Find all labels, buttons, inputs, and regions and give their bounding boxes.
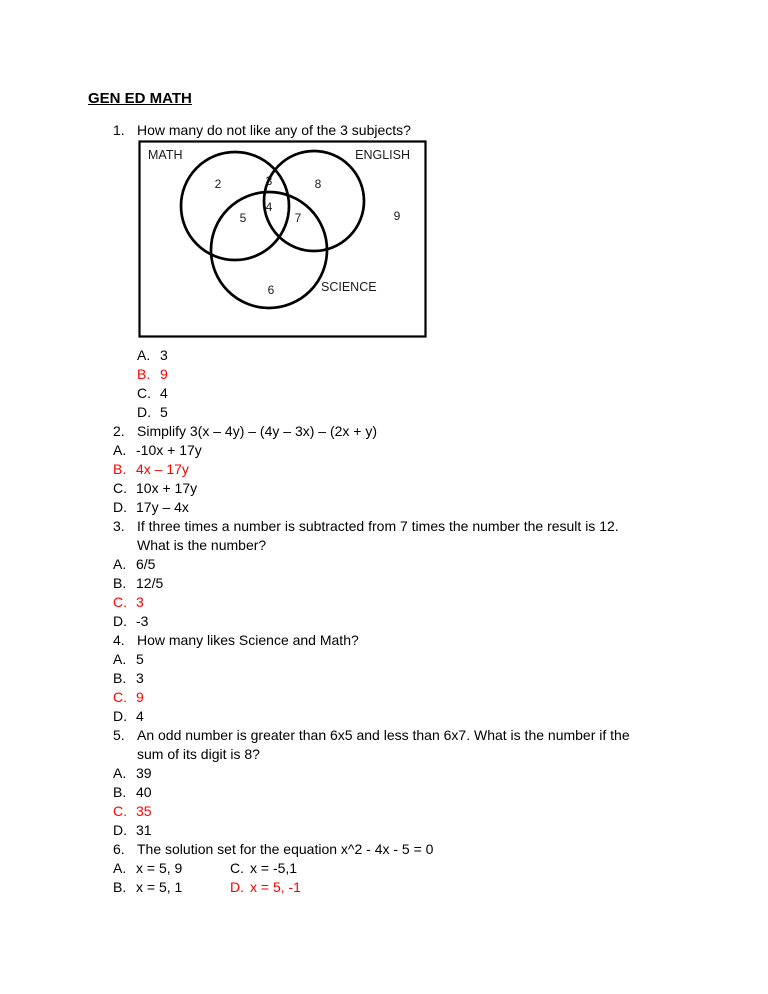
- q5-option-d: [0, 821, 768, 840]
- option-text: 12/5: [136, 575, 164, 591]
- q3-option-a: [0, 555, 768, 574]
- english-set-label: ENGLISH: [355, 148, 410, 162]
- q2-option-a: [0, 441, 768, 460]
- count-none: 9: [393, 209, 401, 223]
- q2-option-b: [0, 460, 768, 479]
- question-5-text: An odd number is greater than 6x5 and less than 6x7. What is the number if the sum of its digit is 8?: [137, 727, 630, 762]
- option-label: D.: [230, 879, 244, 895]
- count-science-only: 6: [267, 283, 275, 297]
- option-text: 10x + 17y: [136, 480, 198, 496]
- q2-option-d: [0, 498, 768, 517]
- option-label: B.: [113, 575, 127, 591]
- q6-option-c: [230, 859, 297, 878]
- count-math-only: 2: [214, 177, 222, 191]
- question-3-text: If three times a number is subtracted from 7 times the number the result is 12. What is the number?: [137, 518, 619, 553]
- q4-option-c: [0, 688, 768, 707]
- option-text: 3: [136, 594, 144, 610]
- option-label: B.: [113, 461, 127, 477]
- option-text: 39: [136, 765, 152, 781]
- option-text: 31: [136, 822, 152, 838]
- option-text: 9: [160, 366, 168, 382]
- q4-option-b: [0, 669, 768, 688]
- english-circle: [264, 151, 364, 251]
- option-text: x = 5, 1: [136, 879, 183, 895]
- option-label: D.: [113, 613, 127, 629]
- option-label: D.: [113, 499, 127, 515]
- option-text: 4: [160, 385, 168, 401]
- option-text: 3: [160, 347, 168, 363]
- option-label: C.: [230, 860, 244, 876]
- q4-option-d: [0, 707, 768, 726]
- question-4-text: How many likes Science and Math?: [137, 632, 359, 648]
- question-2: [0, 422, 768, 441]
- venn-diagram-svg: [138, 140, 427, 338]
- question-3: [0, 517, 768, 555]
- option-label: C.: [113, 689, 127, 705]
- math-set-label: MATH: [148, 148, 183, 162]
- option-text: 6/5: [136, 556, 156, 572]
- option-text: 3: [136, 670, 144, 686]
- option-label: A.: [113, 442, 127, 458]
- option-text: 5: [136, 651, 144, 667]
- count-math-science: 5: [239, 211, 247, 225]
- option-label: A.: [113, 765, 127, 781]
- q6-option-row-1: [0, 859, 768, 878]
- q5-option-b: [0, 783, 768, 802]
- option-label: D.: [137, 404, 151, 420]
- q6-option-row-2: [0, 878, 768, 897]
- count-all-three: 4: [265, 200, 273, 214]
- option-text: 17y – 4x: [136, 499, 189, 515]
- q6-option-d: [230, 878, 301, 897]
- option-text: -10x + 17y: [136, 442, 202, 458]
- option-label: D.: [113, 822, 127, 838]
- count-english-science: 7: [294, 211, 302, 225]
- option-text: -3: [136, 613, 149, 629]
- option-label: C.: [113, 594, 127, 610]
- option-label: B.: [113, 784, 127, 800]
- question-1: [0, 121, 768, 140]
- option-label: A.: [113, 556, 127, 572]
- q3-option-b: [0, 574, 768, 593]
- question-5-number: 5.: [113, 727, 125, 743]
- option-label: C.: [137, 385, 151, 401]
- option-text: 35: [136, 803, 152, 819]
- question-2-number: 2.: [113, 423, 125, 439]
- option-label: A.: [113, 860, 127, 876]
- option-text: 5: [160, 404, 168, 420]
- option-text: x = -5,1: [250, 860, 298, 876]
- q5-option-c: [0, 802, 768, 821]
- option-label: B.: [137, 366, 151, 382]
- q3-option-c: [0, 593, 768, 612]
- q3-option-d: [0, 612, 768, 631]
- question-1-text: How many do not like any of the 3 subjects?: [137, 122, 411, 138]
- q4-option-a: [0, 650, 768, 669]
- q1-option-d: [0, 403, 768, 422]
- option-label: C.: [113, 480, 127, 496]
- option-text: 40: [136, 784, 152, 800]
- q2-option-c: [0, 479, 768, 498]
- q1-option-b: [0, 365, 768, 384]
- question-6-text: The solution set for the equation x^2 - 4x - 5 = 0: [137, 841, 434, 857]
- option-text: 4: [136, 708, 144, 724]
- question-6-number: 6.: [113, 841, 125, 857]
- question-4-number: 4.: [113, 632, 125, 648]
- question-4: [0, 631, 768, 650]
- q6-option-a: [113, 859, 230, 878]
- venn-diagram: [138, 140, 427, 338]
- q6-option-b: [113, 878, 230, 897]
- q1-option-a: [0, 346, 768, 365]
- option-text: 4x – 17y: [136, 461, 189, 477]
- page-title: GEN ED MATH: [88, 90, 192, 107]
- option-text: 9: [136, 689, 144, 705]
- option-label: B.: [113, 670, 127, 686]
- option-label: B.: [113, 879, 127, 895]
- question-2-text: Simplify 3(x – 4y) – (4y – 3x) – (2x + y): [137, 423, 378, 439]
- option-label: D.: [113, 708, 127, 724]
- option-label: A.: [137, 347, 151, 363]
- question-3-number: 3.: [113, 518, 125, 534]
- count-math-english: 3: [265, 174, 273, 188]
- option-label: C.: [113, 803, 127, 819]
- option-label: A.: [113, 651, 127, 667]
- q1-option-c: [0, 384, 768, 403]
- q5-option-a: [0, 764, 768, 783]
- option-text: x = 5, 9: [136, 860, 183, 876]
- count-english-only: 8: [314, 177, 322, 191]
- science-set-label: SCIENCE: [321, 280, 377, 294]
- question-5: [0, 726, 768, 764]
- question-6: [0, 840, 768, 859]
- question-1-number: 1.: [113, 122, 125, 138]
- option-text: x = 5, -1: [250, 879, 301, 895]
- math-circle: [181, 152, 289, 260]
